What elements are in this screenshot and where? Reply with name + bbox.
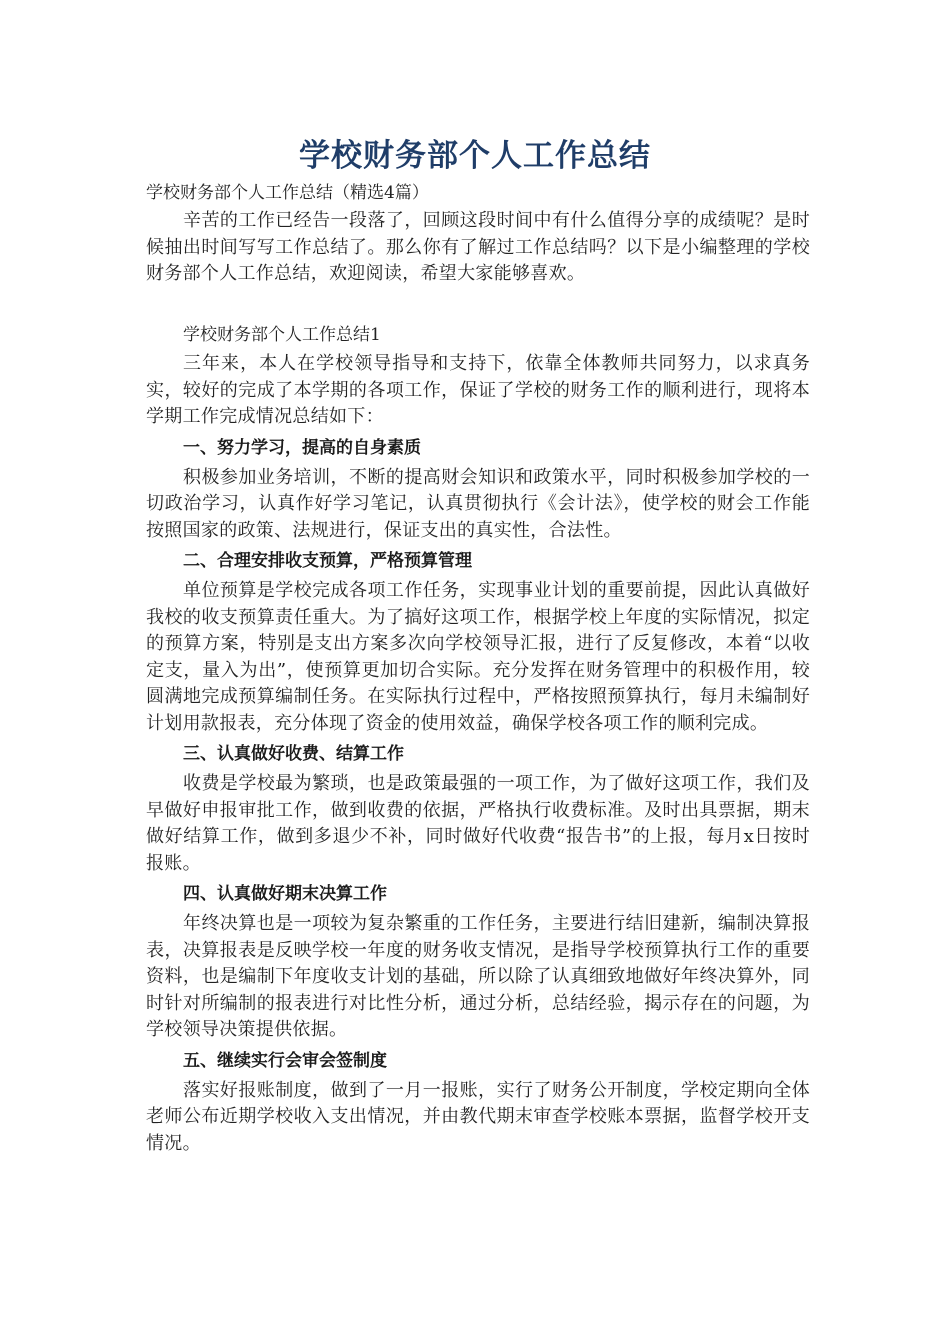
item-text-5: 落实好报账制度，做到了一月一报账，实行了财务公开制度，学校定期向全体老师公布近期学校收入支出情况，并由教代期末审查学校账本票据，监督学校开支情况。 (146, 1079, 810, 1154)
intro-block (146, 208, 810, 288)
item-text-1: 积极参加业务培训，不断的提高财会知识和政策水平，同时积极参加学校的一切政治学习，认真作好学习笔记，认真贯彻执行《会计法》，使学校的财会工作能按照国家的政策、法规进行，保证支出的真实性，合法性。 (146, 466, 810, 541)
document-subtitle: 学校财务部个人工作总结（精选4篇） (146, 183, 429, 203)
item-text-3: 收费是学校最为繁琐，也是政策最强的一项工作，为了做好这项工作，我们及早做好申报审批工作，做到收费的依据，严格执行收费标准。及时出具票据，期末做好结算工作，做到多退少不补，同时做好代收费“报告书”的上报，每月x日按时报账。 (146, 773, 810, 874)
item-text-4: 年终决算也是一项较为复杂繁重的工作任务，主要进行结旧建新，编制决算报表，决算报表是反映学校一年度的财务收支情况，是指导学校预算执行工作的重要资料，也是编制下年度收支计划的基础，所以除了认真细致地做好年终决算外，同时针对所编制的报表进行对比性分析，通过分析，总结经验，揭示存在的问题，为学校领导决策提供依据。 (146, 913, 810, 1040)
item-heading-2: 二、合理安排收支预算，严格预算管理 (183, 551, 472, 571)
item-heading-4: 四、认真做好期末决算工作 (183, 884, 387, 904)
document-title: 学校财务部个人工作总结 (299, 138, 651, 174)
item-heading-1: 一、努力学习，提高的自身素质 (183, 437, 421, 458)
item-heading-5: 五、继续实行会审会签制度 (183, 1050, 387, 1071)
opening-paragraph: 三年来，本人在学校领导指导和支持下，依靠全体教师共同努力，以求真务实，较好的完成了本学期的各项工作，保证了学校的财务工作的顺利进行，现将本学期工作完成情况总结如下： (146, 353, 810, 427)
section-1 (146, 321, 810, 1157)
section-label: 学校财务部个人工作总结1 (183, 325, 381, 345)
item-heading-3: 三、认真做好收费、结算工作 (183, 744, 404, 764)
item-text-2: 单位预算是学校完成各项工作任务，实现事业计划的重要前提，因此认真做好我校的收支预算责任重大。为了搞好这项工作，根据学校上年度的实际情况，拟定的预算方案，特别是支出方案多次向学校领导汇报，进行了反复修改，本着“以收定支，量入为出”，使预算更加切合实际。充分发挥在财务管理中的积极作用，较圆满地完成预算编制任务。在实际执行过程中，严格按照预算执行，每月未编制好计划用款报表，充分体现了资金的使用效益，确保学校各项工作的顺利完成。 (146, 580, 810, 734)
intro-paragraph: 辛苦的工作已经告一段落了，回顾这段时间中有什么值得分享的成绩呢？是时候抽出时间写写工作总结了。那么你有了解过工作总结吗？以下是小编整理的学校财务部个人工作总结，欢迎阅读，希望大家能够喜欢。 (146, 210, 810, 284)
